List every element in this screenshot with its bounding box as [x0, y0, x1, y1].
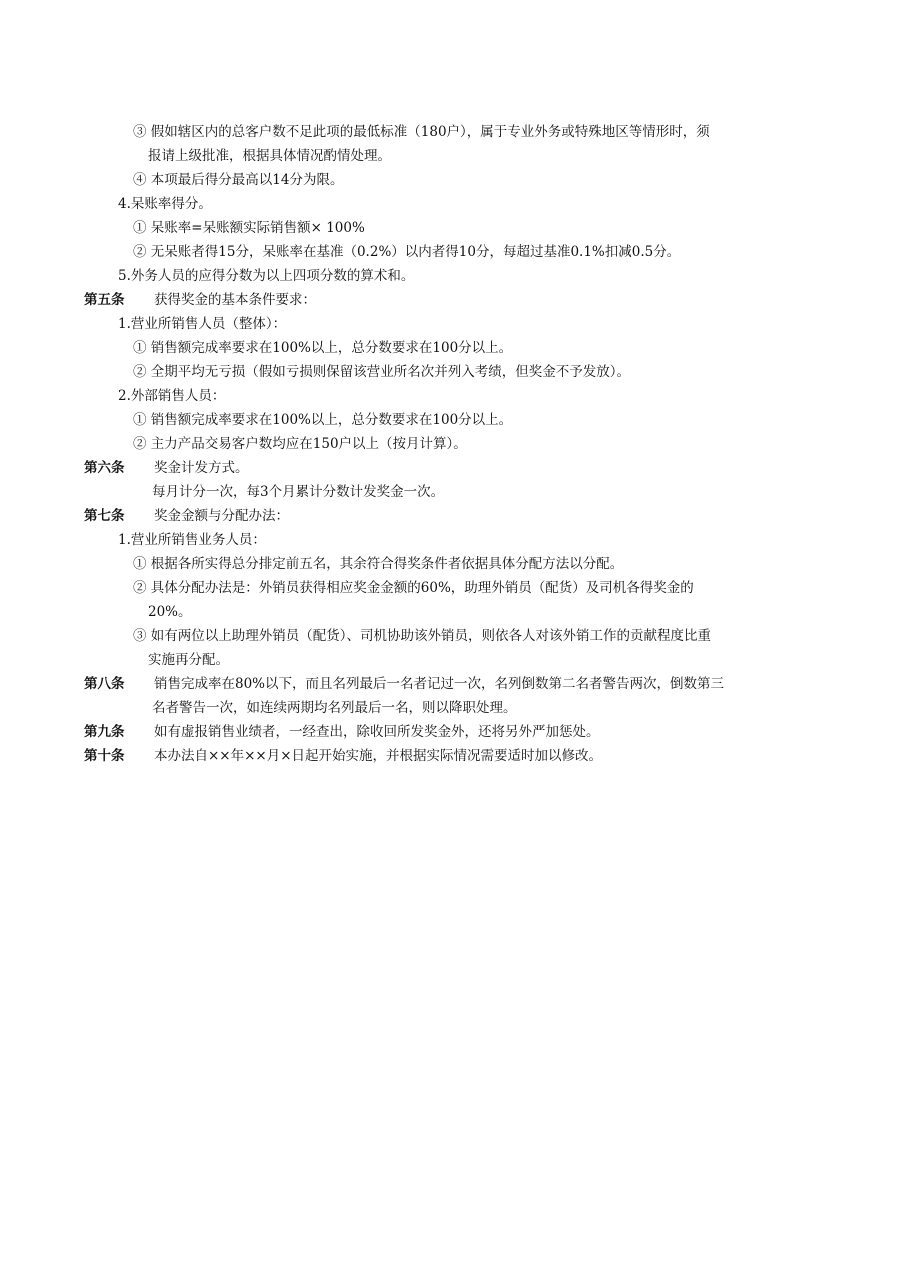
article-7-item-3-continuation: 实施再分配。 — [148, 652, 229, 668]
article-5 — [84, 290, 316, 312]
article-9 — [84, 722, 600, 744]
article-text: 本办法自××年××月×日起开始实施，并根据实际情况需要适时加以修改。 — [154, 748, 603, 764]
article-text: 奖金计发方式。 — [154, 460, 249, 476]
article-7 — [84, 506, 289, 528]
article-label: 第九条 — [84, 724, 125, 740]
article-label: 第十条 — [84, 748, 125, 764]
article-5-sub-2-item-1: ① 销售额完成率要求在100%以上，总分数要求在100分以上。 — [133, 412, 513, 428]
bad-debt-scoring: ② 无呆账者得15分，呆账率在基准（0.2%）以内者得10分，每超过基准0.1%扣减0.5分。 — [133, 244, 681, 260]
item-4-max-score: ④ 本项最后得分最高以14分为限。 — [133, 172, 344, 188]
article-label: 第五条 — [84, 292, 125, 308]
bad-debt-formula: ① 呆账率=呆账额实际销售额× 100% — [133, 220, 365, 236]
article-7-item-1: ① 根据各所实得总分排定前五名，其余符合得奖条件者依据具体分配方法以分配。 — [133, 556, 624, 572]
article-label: 第八条 — [84, 676, 125, 692]
article-8 — [84, 674, 724, 696]
section-4-bad-debt: 4.呆账率得分。 — [118, 196, 212, 212]
article-label: 第六条 — [84, 460, 125, 476]
item-3-continuation: 报请上级批准，根据具体情况酌情处理。 — [148, 148, 391, 164]
article-6 — [84, 458, 249, 480]
article-text: 如有虚报销售业绩者，一经查出，除收回所发奖金外，还将另外严加惩处。 — [154, 724, 600, 740]
section-5-total-score: 5.外务人员的应得分数为以上四项分数的算术和。 — [118, 268, 415, 284]
article-7-item-2: ② 具体分配办法是：外销员获得相应奖金金额的60%，助理外销员（配货）及司机各得奖金的 — [133, 580, 694, 596]
article-6-detail: 每月计分一次，每3个月累计分数计发奖金一次。 — [152, 484, 445, 500]
article-text: 获得奖金的基本条件要求： — [154, 292, 316, 308]
article-7-item-3: ③ 如有两位以上助理外销员（配货）、司机协助该外销员，则依各人对该外销工作的贡献程度比重 — [133, 628, 712, 644]
article-text: 销售完成率在80%以下，而且名列最后一名者记过一次，名列倒数第二名者警告两次，倒数第三 — [154, 676, 725, 692]
article-7-item-2-continuation: 20%。 — [148, 604, 192, 620]
article-7-sub-1: 1.营业所销售业务人员： — [118, 532, 266, 548]
article-5-sub-1-item-1: ① 销售额完成率要求在100%以上，总分数要求在100分以上。 — [133, 340, 513, 356]
article-5-sub-2: 2.外部销售人员： — [118, 388, 226, 404]
article-5-sub-1-item-2: ② 全期平均无亏损（假如亏损则保留该营业所名次并列入考绩，但奖金不予发放）。 — [133, 364, 631, 380]
article-5-sub-2-item-2: ② 主力产品交易客户数均应在150户以上（按月计算）。 — [133, 436, 467, 452]
article-label: 第七条 — [84, 508, 125, 524]
article-10 — [84, 746, 602, 768]
item-3-min-customer: ③ 假如辖区内的总客户数不足此项的最低标准（180户），属于专业外务或特殊地区等情形时，须 — [133, 124, 710, 140]
article-text: 奖金金额与分配办法： — [154, 508, 289, 524]
article-8-continuation: 名者警告一次，如连续两期均名列最后一名，则以降职处理。 — [152, 700, 517, 716]
article-5-sub-1: 1.营业所销售人员（整体）： — [118, 316, 287, 332]
